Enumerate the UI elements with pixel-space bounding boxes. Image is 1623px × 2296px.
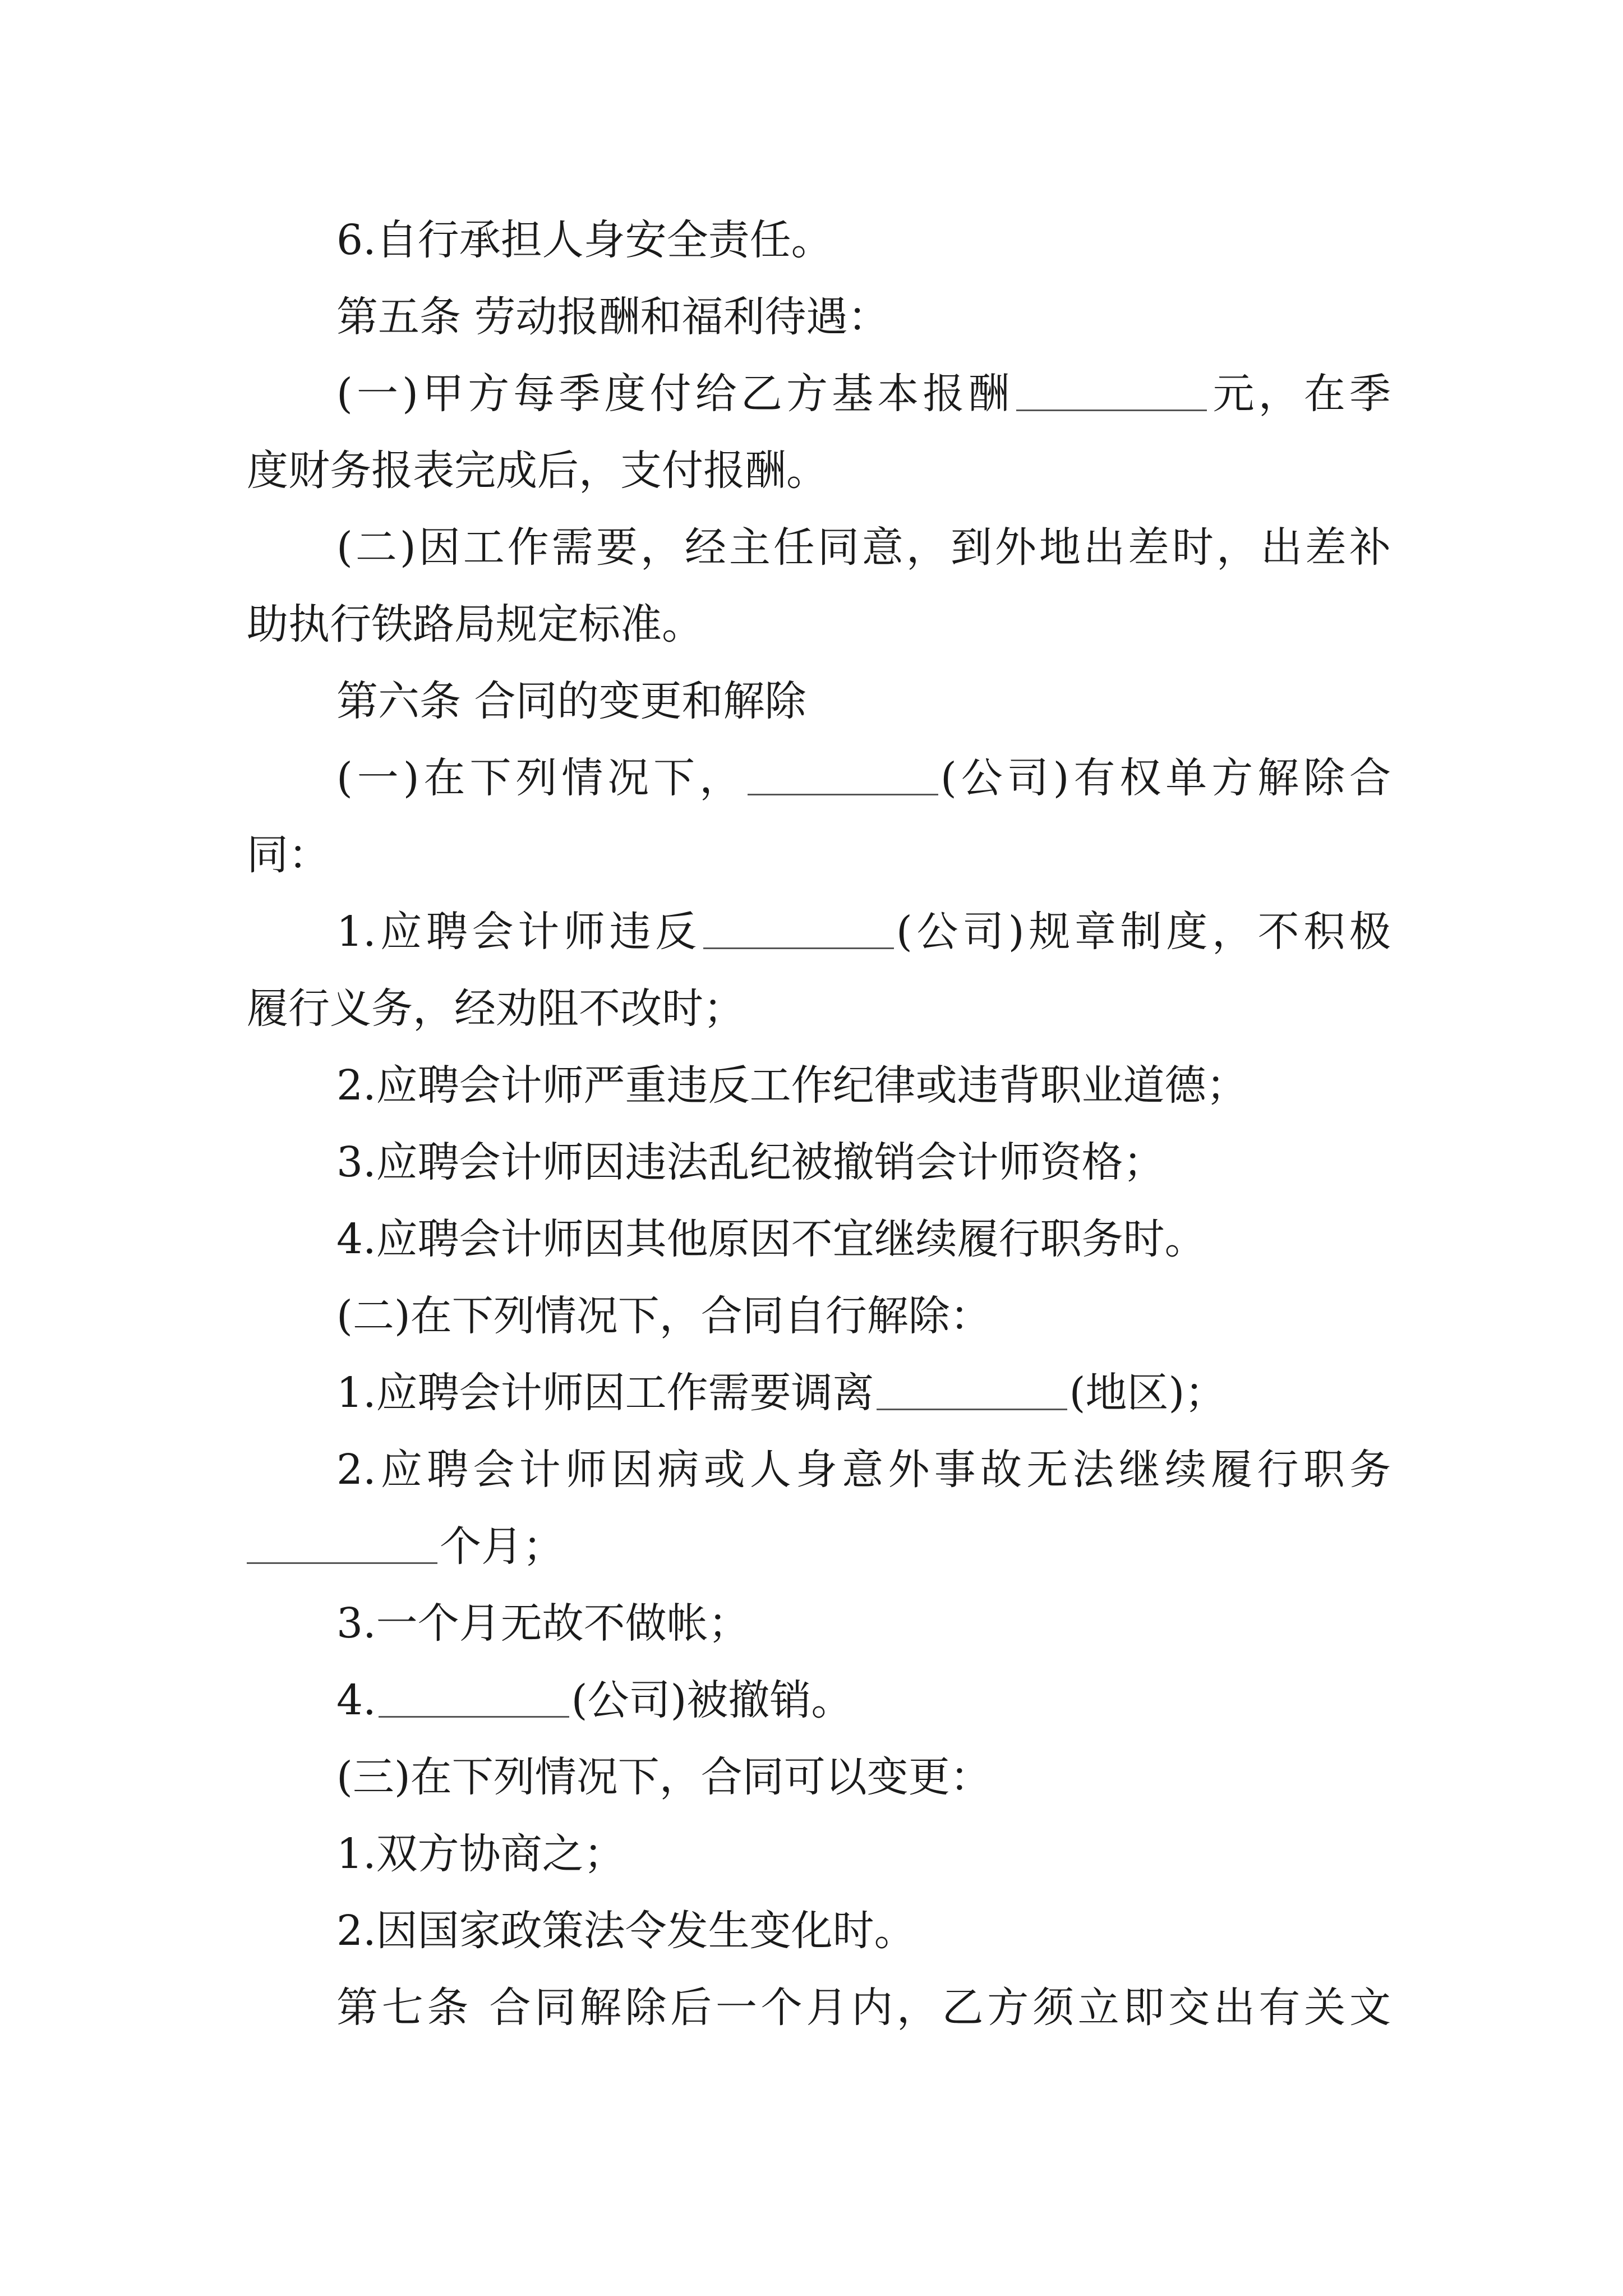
clause-line: (二)在下列情况下，合同自行解除： [336,1292,992,1340]
clause-line: (一)在下列情况下， (公司)有权单方解除合 [336,754,1391,802]
fill-in-blank [1016,409,1207,411]
clause-line: 4. (公司)被撤销。 [336,1676,853,1724]
fill-in-blank [877,1408,1067,1410]
article-heading: 第六条 合同的变更和解除 [336,677,806,725]
fill-in-blank [379,1715,569,1718]
clause-line: 3.应聘会计师因违法乱纪被撤销会计师资格； [336,1138,1165,1186]
contract-text [247,202,1391,2046]
clause-line: 度财务报表完成后，支付报酬。 [247,447,828,495]
clause-line: 6.自行承担人身安全责任。 [336,216,833,264]
fill-in-blank [748,793,938,795]
fill-in-blank [247,1562,437,1564]
clause-line: 1.应聘会计师违反 (公司)规章制度，不积极 [336,908,1391,956]
clause-line: 3.一个月无故不做帐； [336,1599,750,1648]
clause-line: 个月； [247,1508,1391,1585]
article-heading: 第七条 合同解除后一个月内，乙方须立即交出有关文 [336,1984,1391,2032]
fill-in-blank [703,947,894,949]
clause-line: 1.应聘会计师因工作需要调离 (地区)； [336,1369,1227,1417]
clause-line: (二)因工作需要，经主任同意，到外地出差时，出差补 [336,523,1391,572]
clause-line: (一)甲方每季度付给乙方基本报酬 元，在季 [336,370,1391,418]
clause-line: 履行义务，经劝阻不改时； [247,984,745,1033]
clause-line: 2.因国家政策法令发生变化时。 [336,1907,916,1955]
clause-line: 4.应聘会计师因其他原因不宜继续履行职务时。 [336,1215,1206,1263]
clause-line: 2.应聘会计师因病或人身意外事故无法继续履行职务 [336,1446,1391,1494]
clause-line: 助执行铁路局规定标准。 [247,600,703,648]
clause-line: 1.双方协商之； [336,1830,625,1878]
article-heading: 第五条 劳动报酬和福利待遇： [336,293,889,341]
clause-line: 2.应聘会计师严重违反工作纪律或违背职业道德； [336,1061,1248,1110]
clause-line: (三)在下列情况下，合同可以变更： [336,1753,992,1801]
clause-line: 同： [247,831,330,879]
